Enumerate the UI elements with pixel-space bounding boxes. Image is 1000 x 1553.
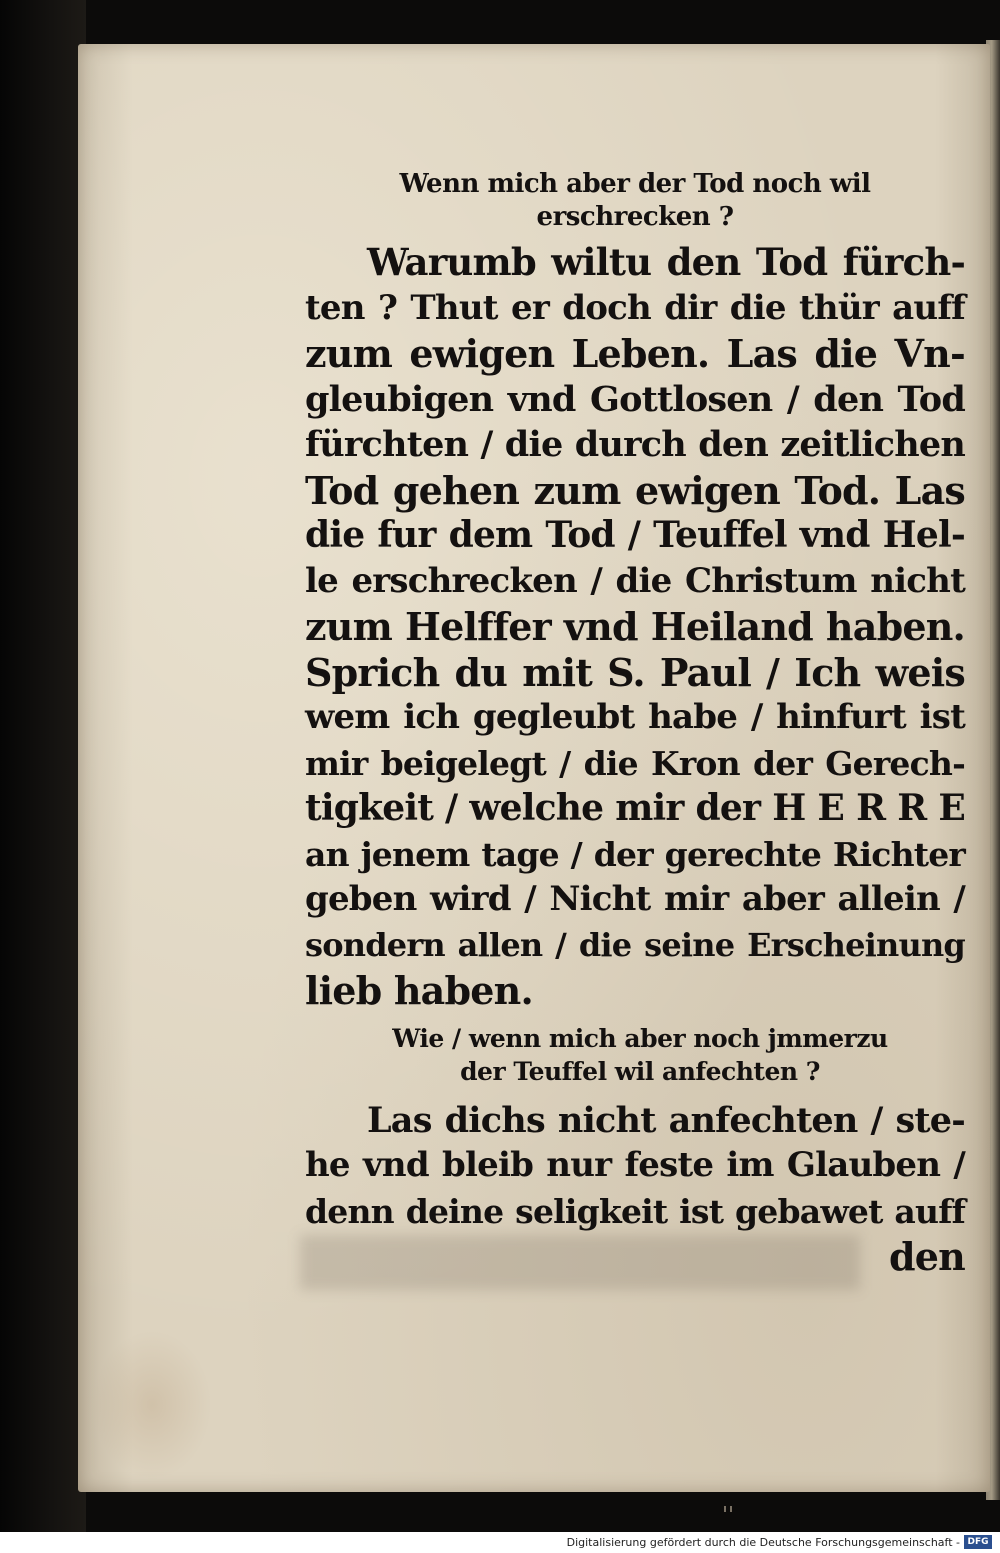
heading-1-line-1: Wenn mich aber der Tod noch wil <box>399 169 871 199</box>
funding-credit: Digitalisierung gefördert durch die Deutsche Forschungsgemeinschaft - <box>566 1536 960 1549</box>
text-line: denn deine seligkeit ist gebawet auff <box>305 1191 965 1231</box>
heading-1-line-2: erschrecken ? <box>536 202 734 232</box>
text-line: sondern allen / die seine Erscheinung <box>305 925 965 964</box>
dfg-logo: DFG <box>964 1535 992 1549</box>
heading-2-line-1: Wie / wenn mich aber noch jmmerzu <box>392 1023 888 1053</box>
digitization-footer <box>0 1532 1000 1553</box>
text-line: mir beigelegt / die Kron der Gerech- <box>305 743 965 783</box>
paragraph-2 <box>305 1098 965 1280</box>
text-line: ten ? Thut er doch dir die thür auff <box>305 287 965 328</box>
text-line: fürchten / die durch den zeitlichen <box>305 424 965 465</box>
text-line: he vnd bleib nur feste im Glauben / <box>305 1145 965 1185</box>
text-line: le erschrecken / die Christum nicht <box>305 560 965 601</box>
text-line: tigkeit / welche mir der H E R R E <box>305 787 965 829</box>
text-line: Las dichs nicht anfechten / ste- <box>367 1099 965 1141</box>
gutter-marks <box>724 1497 736 1505</box>
text-line: zum ewigen Leben. Las die Vn- <box>305 331 965 376</box>
text-line: wem ich gegleubt habe / hinfurt ist <box>305 697 965 737</box>
heading-2-line-2: der Teuffel wil anfechten ? <box>460 1056 820 1086</box>
text-line: zum Helffer vnd Heiland haben. <box>305 604 965 649</box>
page-text <box>305 168 965 1280</box>
text-line: lieb haben. <box>305 968 533 1013</box>
text-line: Tod gehen zum ewigen Tod. Las <box>305 467 965 513</box>
book-binding-shadow <box>0 0 86 1532</box>
paragraph-1 <box>305 240 965 1014</box>
paper-stain <box>92 1330 212 1480</box>
text-line: gleubigen vnd Gottlosen / den Tod <box>305 378 965 420</box>
text-line: die fur dem Tod / Teuffel vnd Hel- <box>305 514 965 556</box>
section-heading-1 <box>305 168 965 234</box>
text-line: an jenem tage / der gerechte Richter <box>305 834 965 874</box>
text-line: geben wird / Nicht mir aber allein / <box>305 879 965 919</box>
text-line: Sprich du mit S. Paul / Ich weis <box>305 649 965 695</box>
catchword: den <box>889 1234 965 1279</box>
text-line: Warumb wiltu den Tod fürch- <box>367 240 965 284</box>
section-heading-2 <box>315 1022 965 1088</box>
